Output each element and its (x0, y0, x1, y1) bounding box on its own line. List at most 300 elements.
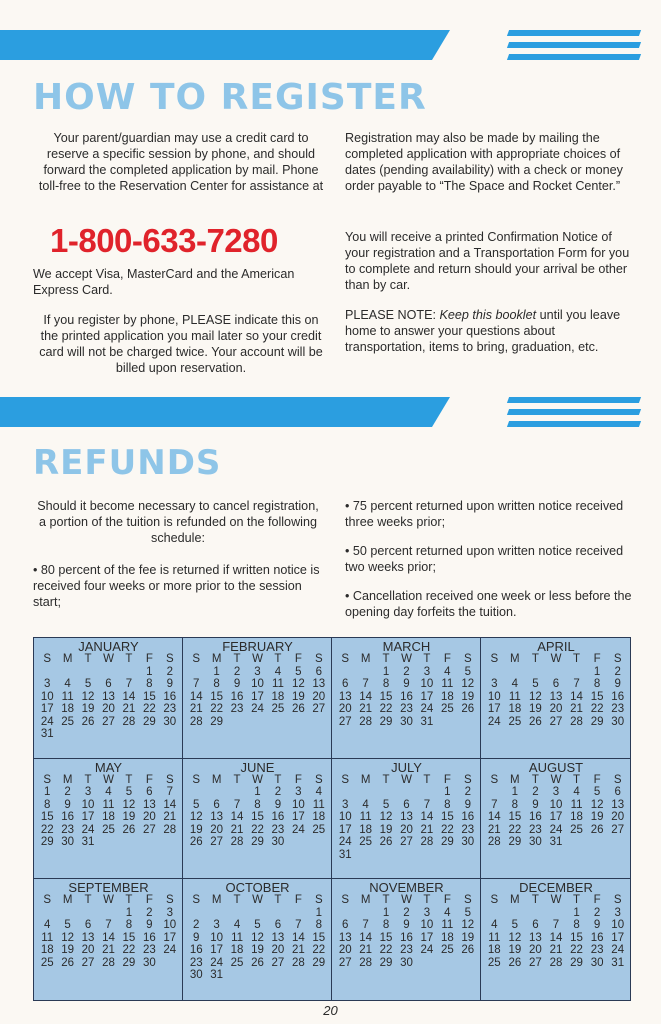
weekday-label: S (165, 653, 174, 665)
week-row (484, 786, 628, 799)
day-cell: 22 (570, 944, 583, 957)
day-cell: 14 (420, 811, 434, 824)
day-cell (376, 849, 396, 862)
day-cell: 7 (573, 678, 580, 690)
refunds-intro: Should it become necessary to cancel registration, a portion of the tuition is refunded on the following schedule: (37, 499, 319, 545)
day-cell: 9 (403, 919, 410, 932)
day-cell: 19 (461, 931, 475, 944)
day-cell: 7 (362, 678, 369, 690)
day-cell: 25 (508, 715, 522, 728)
header-band-refunds (0, 397, 450, 427)
day-cell: 18 (312, 811, 326, 824)
day-cell: 13 (549, 690, 563, 703)
day-cell (57, 728, 77, 741)
day-cell: 26 (189, 836, 203, 849)
day-cell: 24 (549, 823, 563, 836)
day-cell (160, 957, 180, 970)
day-cell: 21 (230, 823, 244, 836)
day-cell: 27 (529, 956, 542, 969)
day-cell: 23 (142, 944, 156, 957)
weekday-label: T (84, 894, 92, 907)
weekday-label: S (192, 653, 201, 665)
day-cell: 27 (611, 823, 625, 836)
day-cell: 10 (487, 690, 501, 703)
day-cell: 10 (611, 919, 625, 932)
day-cell: 3 (295, 786, 302, 799)
day-cell: 18 (508, 703, 522, 715)
day-cell (566, 836, 587, 849)
day-cell: 30 (529, 836, 542, 849)
day-cell: 12 (461, 678, 475, 690)
day-cell (186, 907, 206, 920)
day-cell: 1 (511, 786, 519, 799)
day-cell: 12 (251, 931, 264, 944)
day-cell (78, 728, 98, 741)
day-cell: 1 (593, 665, 601, 678)
day-cell: 17 (40, 703, 54, 715)
day-cell (247, 716, 267, 729)
day-cell: 6 (342, 919, 349, 932)
day-cell: 29 (142, 715, 156, 728)
weekday-label: S (192, 894, 201, 907)
day-cell: 3 (423, 906, 431, 919)
day-cell: 7 (233, 798, 241, 811)
day-cell: 6 (274, 919, 282, 932)
day-cell: 23 (611, 703, 625, 715)
month-name: AUGUST (528, 759, 584, 775)
week-row (37, 957, 180, 970)
day-cell: 8 (444, 798, 451, 811)
month-name: MAY (94, 759, 123, 775)
month-name: NOVEMBER (369, 880, 444, 896)
day-cell (139, 728, 159, 741)
weekday-header-row (37, 774, 180, 787)
week-row (186, 957, 329, 970)
header-band-register (0, 30, 450, 60)
week-row (186, 716, 329, 729)
day-cell (206, 907, 226, 920)
weekday-label: M (510, 894, 520, 907)
week-row (335, 786, 478, 799)
day-cell: 2 (146, 906, 153, 919)
day-cell (566, 666, 587, 679)
day-cell: 3 (614, 906, 621, 919)
day-cell: 22 (508, 823, 522, 836)
day-cell: 24 (163, 944, 177, 957)
weekday-label: T (125, 894, 133, 907)
weekday-label: T (125, 653, 133, 665)
day-cell: 27 (210, 836, 224, 849)
month-name: MARCH (382, 639, 431, 654)
day-cell: 15 (379, 690, 393, 703)
day-cell: 15 (440, 811, 454, 824)
weekday-label: W (252, 773, 263, 786)
day-cell: 25 (312, 823, 326, 836)
weekday-label: F (294, 653, 302, 665)
day-cell: 22 (210, 703, 224, 715)
day-cell: 30 (142, 956, 156, 969)
weekday-header-row (335, 774, 478, 787)
week-row (186, 703, 329, 716)
day-cell: 20 (312, 690, 326, 703)
day-cell: 14 (102, 931, 115, 944)
day-cell: 25 (440, 703, 454, 715)
note-italic: Keep this booklet (439, 308, 537, 322)
day-cell: 4 (105, 786, 112, 799)
day-cell: 23 (529, 823, 542, 836)
month-name: FEBRUARY (222, 639, 293, 654)
day-cell (227, 786, 247, 799)
week-row (37, 703, 180, 716)
week-row (186, 678, 329, 691)
day-cell: 25 (61, 715, 75, 728)
day-cell: 21 (122, 703, 136, 715)
weekday-label: T (274, 894, 282, 907)
day-cell: 4 (491, 919, 498, 932)
day-cell (458, 849, 478, 862)
day-cell (587, 836, 608, 849)
day-cell: 15 (122, 931, 136, 944)
day-cell: 26 (590, 823, 604, 836)
day-cell: 9 (233, 678, 241, 690)
weekday-label: S (341, 653, 350, 665)
day-cell: 14 (291, 931, 305, 944)
weekday-label: T (382, 773, 390, 786)
day-cell: 9 (274, 798, 282, 811)
day-cell: 16 (461, 811, 475, 824)
day-cell: 11 (61, 690, 74, 703)
day-cell: 30 (590, 956, 604, 969)
day-cell: 6 (315, 665, 322, 678)
weekday-label: T (84, 653, 92, 665)
day-cell: 19 (379, 823, 393, 836)
day-cell: 14 (230, 811, 244, 824)
week-row (484, 716, 628, 729)
day-cell: 25 (359, 836, 373, 849)
weekday-label: S (341, 773, 350, 786)
day-cell: 20 (338, 703, 352, 715)
day-cell: 4 (362, 798, 369, 811)
weekday-label: T (125, 773, 133, 786)
day-cell: 2 (403, 906, 410, 919)
day-cell: 5 (295, 665, 302, 678)
day-cell (505, 666, 526, 679)
weekday-label: W (401, 653, 412, 665)
weekday-label: F (145, 894, 153, 907)
week-row (186, 932, 329, 945)
week-row (484, 666, 628, 679)
week-row (335, 678, 478, 691)
day-cell (268, 969, 288, 982)
day-cell: 19 (529, 703, 542, 715)
calendar-month-march (332, 638, 481, 759)
weekday-label: T (233, 894, 241, 907)
day-cell: 26 (251, 956, 264, 969)
day-cell: 19 (61, 944, 75, 957)
day-cell: 22 (251, 823, 264, 836)
day-cell: 17 (338, 823, 352, 836)
day-cell: 1 (213, 665, 220, 678)
weekday-label: S (341, 894, 350, 907)
day-cell: 29 (210, 715, 224, 728)
register-left-paragraph-1: Your parent/guardian may use a credit card to reserve a specific session by phone, and should forward the completed application by mail. Phone toll-free to the Reservation Center for assistance at (38, 131, 324, 193)
day-cell: 16 (400, 690, 413, 703)
day-cell: 24 (291, 823, 305, 836)
day-cell: 3 (213, 919, 220, 932)
day-cell (396, 786, 416, 799)
register-left-paragraph-2: We accept Visa, MasterCard and the American Express Card. (33, 267, 295, 297)
day-cell: 18 (230, 944, 244, 957)
week-row (335, 944, 478, 957)
week-row (186, 919, 329, 932)
calendar-month-december (481, 879, 630, 1000)
day-cell: 7 (125, 678, 133, 690)
day-cell: 3 (491, 678, 498, 690)
day-cell: 3 (342, 798, 349, 811)
day-cell: 9 (403, 678, 410, 690)
day-cell: 10 (251, 678, 264, 690)
day-cell: 30 (271, 836, 285, 849)
day-cell (57, 666, 77, 679)
day-cell: 11 (441, 678, 454, 690)
week-row (335, 799, 478, 812)
day-cell: 21 (487, 823, 501, 836)
day-cell: 20 (210, 823, 224, 836)
day-cell: 28 (122, 715, 136, 728)
day-cell (309, 969, 329, 982)
day-cell: 30 (163, 715, 177, 728)
day-cell: 24 (611, 944, 625, 957)
day-cell: 30 (611, 715, 625, 728)
day-cell: 16 (61, 811, 75, 824)
day-cell: 26 (461, 703, 475, 715)
day-cell: 9 (614, 678, 621, 690)
day-cell: 20 (81, 944, 95, 957)
day-cell: 30 (400, 715, 413, 728)
day-cell (98, 728, 118, 741)
weekday-label: T (531, 773, 539, 786)
weekday-label: W (252, 653, 263, 665)
day-cell: 31 (420, 715, 434, 728)
day-cell (335, 666, 355, 679)
day-cell: 5 (532, 678, 539, 690)
day-cell: 7 (105, 919, 112, 932)
day-cell: 5 (64, 919, 71, 932)
day-cell: 19 (251, 944, 264, 957)
month-name: APRIL (537, 639, 575, 654)
note-prefix: PLEASE NOTE: (345, 308, 440, 322)
day-cell (98, 836, 118, 849)
day-cell: 13 (338, 931, 352, 944)
day-cell: 12 (379, 811, 393, 824)
weekday-header-row (484, 653, 628, 666)
weekday-label: S (463, 773, 472, 786)
weekday-label: W (401, 894, 412, 907)
week-row (335, 919, 478, 932)
day-cell: 1 (125, 906, 133, 919)
day-cell: 12 (508, 931, 522, 944)
day-cell (546, 907, 567, 920)
day-cell (288, 716, 308, 729)
day-cell (98, 666, 118, 679)
weekday-label: T (423, 653, 431, 665)
weekday-label: S (314, 894, 323, 907)
refunds-heading: REFUNDS (33, 443, 222, 483)
weekday-label: S (43, 773, 52, 786)
day-cell (206, 786, 226, 799)
decorative-stripes (508, 30, 640, 66)
day-cell: 28 (487, 836, 501, 849)
day-cell: 16 (400, 931, 413, 944)
day-cell: 23 (461, 823, 475, 836)
day-cell (37, 666, 57, 679)
day-cell: 28 (570, 715, 583, 728)
day-cell: 8 (382, 919, 390, 932)
weekday-label: S (165, 894, 174, 907)
day-cell: 23 (61, 823, 75, 836)
week-row (37, 919, 180, 932)
day-cell (268, 716, 288, 729)
weekday-label: T (573, 773, 581, 786)
day-cell: 5 (84, 678, 92, 690)
weekday-label: F (593, 653, 601, 665)
day-cell: 20 (549, 703, 563, 715)
day-cell (335, 786, 355, 799)
refund-bullet: • 75 percent returned upon written notice received three weeks prior; (345, 499, 624, 529)
day-cell (247, 969, 267, 982)
weekday-label: M (360, 894, 371, 907)
day-cell (355, 786, 375, 799)
day-cell (484, 666, 505, 679)
day-cell: 21 (420, 823, 434, 836)
day-cell: 13 (142, 798, 156, 811)
day-cell: 8 (382, 678, 390, 690)
day-cell (309, 716, 329, 729)
day-cell: 3 (254, 665, 261, 678)
day-cell (437, 716, 457, 729)
day-cell: 12 (122, 798, 136, 811)
day-cell: 27 (81, 956, 95, 969)
day-cell: 26 (461, 944, 475, 957)
day-cell: 15 (570, 931, 583, 944)
weekday-label: T (274, 653, 282, 665)
day-cell: 15 (251, 811, 264, 824)
day-cell: 10 (163, 919, 177, 932)
day-cell: 2 (233, 665, 241, 678)
weekday-label: W (103, 653, 114, 665)
day-cell: 26 (508, 956, 522, 969)
day-cell: 6 (342, 678, 349, 690)
phone-number: 1-800-633-7280 (50, 222, 278, 259)
day-cell: 13 (102, 690, 115, 703)
day-cell: 4 (315, 786, 322, 799)
day-cell: 25 (230, 956, 244, 969)
calendar-month-february (183, 638, 332, 759)
day-cell: 28 (189, 715, 203, 728)
day-cell: 27 (338, 956, 352, 969)
day-cell: 6 (552, 678, 560, 690)
weekday-label: S (490, 773, 499, 786)
day-cell (119, 836, 139, 849)
day-cell: 21 (359, 703, 373, 715)
weekday-label: S (165, 773, 174, 786)
day-cell: 12 (81, 690, 95, 703)
weekday-header-row (37, 653, 180, 666)
day-cell: 18 (271, 690, 285, 703)
week-row (484, 957, 628, 970)
day-cell: 6 (105, 678, 112, 690)
day-cell: 12 (590, 798, 604, 811)
calendar-month-november (332, 879, 481, 1000)
day-cell: 20 (611, 811, 625, 824)
day-cell: 30 (61, 836, 75, 849)
day-cell: 1 (444, 786, 451, 799)
day-cell: 7 (166, 786, 173, 799)
week-row (37, 836, 180, 849)
day-cell (227, 907, 247, 920)
day-cell: 12 (461, 919, 475, 932)
day-cell: 23 (271, 823, 285, 836)
week-row (484, 944, 628, 957)
week-row (335, 824, 478, 837)
day-cell: 14 (163, 798, 177, 811)
day-cell: 8 (511, 798, 519, 811)
register-right-paragraph-1: Registration may also be made by mailing the completed application with appropriate choices of dates (pending availability) with a check or money order payable to “The Space and Rocket Center.” (345, 131, 623, 193)
day-cell: 11 (231, 931, 244, 944)
weekday-label: M (211, 773, 222, 786)
weekday-label: M (510, 773, 520, 786)
weekday-header-row (186, 894, 329, 907)
day-cell: 2 (166, 665, 173, 678)
day-cell: 29 (251, 836, 264, 849)
week-row (186, 969, 329, 982)
day-cell: 24 (210, 956, 224, 969)
calendar-month-september (34, 879, 183, 1000)
day-cell: 18 (570, 811, 583, 824)
day-cell: 13 (529, 931, 542, 944)
weekday-label: S (490, 894, 499, 907)
day-cell: 13 (271, 931, 285, 944)
day-cell: 30 (461, 836, 475, 849)
day-cell: 3 (166, 906, 173, 919)
day-cell (186, 666, 206, 679)
day-cell: 23 (230, 703, 244, 715)
day-cell: 7 (423, 798, 431, 811)
day-cell: 31 (210, 969, 224, 982)
day-cell: 21 (570, 703, 583, 715)
register-right-paragraph-3 (345, 307, 637, 355)
day-cell: 17 (487, 703, 501, 715)
day-cell: 29 (379, 715, 393, 728)
day-cell: 17 (291, 811, 305, 824)
day-cell: 28 (102, 956, 115, 969)
weekday-label: F (593, 894, 601, 907)
day-cell: 27 (142, 823, 156, 836)
weekday-label: M (211, 894, 222, 907)
week-row (186, 944, 329, 957)
day-cell: 18 (440, 931, 454, 944)
week-row (37, 944, 180, 957)
day-cell: 13 (611, 798, 625, 811)
day-cell: 8 (44, 798, 51, 811)
week-row (186, 824, 329, 837)
weekday-label: M (62, 894, 73, 907)
day-cell: 8 (573, 919, 580, 932)
day-cell: 14 (549, 931, 563, 944)
day-cell: 18 (440, 690, 454, 703)
weekday-label: T (423, 894, 431, 907)
day-cell: 24 (40, 715, 54, 728)
